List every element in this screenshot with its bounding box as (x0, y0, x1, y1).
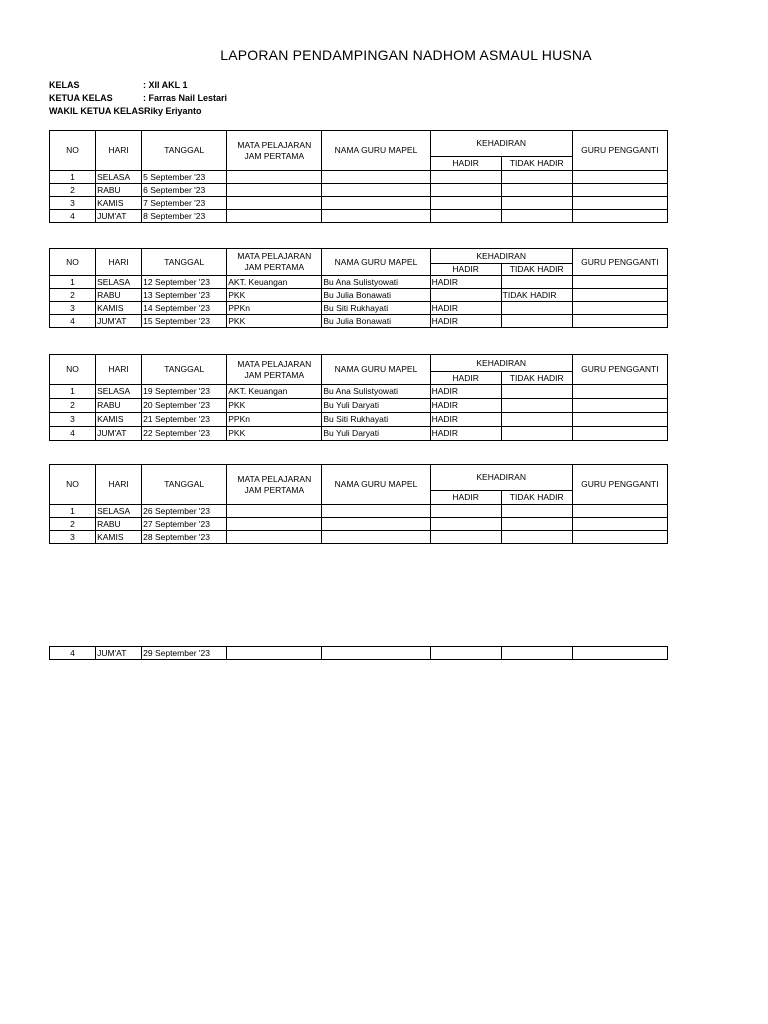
header-no: NO (50, 355, 96, 385)
cell-hadir (430, 171, 501, 184)
cell-pengganti (572, 302, 667, 315)
header-hari: HARI (96, 131, 142, 171)
cell-hadir (430, 531, 501, 544)
cell-no: 3 (50, 531, 96, 544)
cell-mapel (227, 197, 322, 210)
header-guru: NAMA GURU MAPEL (322, 249, 430, 276)
cell-pengganti (572, 385, 667, 399)
header-mapel-line2: JAM PERTAMA (244, 484, 305, 495)
wakil-value: Riky Eriyanto (144, 106, 202, 116)
cell-mapel: AKT. Keuangan (227, 276, 322, 289)
cell-guru (322, 184, 430, 197)
header-mapel (227, 355, 322, 385)
cell-tanggal: 22 September '23 (142, 427, 227, 441)
cell-tanggal: 5 September '23 (142, 171, 227, 184)
cell-hadir (430, 184, 501, 197)
cell-guru (322, 197, 430, 210)
cell-tanggal: 13 September '23 (142, 289, 227, 302)
cell-hari: RABU (96, 184, 142, 197)
cell-hadir (430, 289, 501, 302)
cell-mapel: PPKn (227, 413, 322, 427)
cell-tidak-hadir (501, 276, 572, 289)
cell-hari: KAMIS (96, 531, 142, 544)
cell-pengganti (572, 210, 667, 223)
cell-hari: JUM'AT (96, 315, 142, 328)
attendance-table-overflow (49, 646, 668, 660)
cell-guru (322, 505, 430, 518)
cell-guru: Bu Siti Rukhayati (322, 413, 430, 427)
cell-pengganti (572, 531, 667, 544)
header-kehadiran: KEHADIRAN (430, 249, 572, 264)
cell-hadir (430, 210, 501, 223)
cell-pengganti (572, 518, 667, 531)
cell-pengganti (572, 315, 667, 328)
cell-tanggal: 6 September '23 (142, 184, 227, 197)
cell-mapel (227, 171, 322, 184)
header-mapel-line1: MATA PELAJARAN (237, 139, 312, 150)
table-row (50, 399, 668, 413)
cell-mapel (227, 210, 322, 223)
table-header-row (50, 355, 668, 372)
table-row (50, 197, 668, 210)
cell-hadir: HADIR (430, 276, 501, 289)
cell-pengganti (572, 184, 667, 197)
cell-no: 2 (50, 184, 96, 197)
cell-no: 3 (50, 413, 96, 427)
header-kehadiran: KEHADIRAN (430, 355, 572, 372)
cell-hari: RABU (96, 289, 142, 302)
cell-hari: RABU (96, 518, 142, 531)
table-row (50, 518, 668, 531)
header-hari: HARI (96, 355, 142, 385)
header-mapel-line2: JAM PERTAMA (244, 150, 305, 161)
cell-tidak-hadir (501, 399, 572, 413)
table-header-row (50, 249, 668, 264)
cell-hadir: HADIR (430, 427, 501, 441)
cell-hari: RABU (96, 399, 142, 413)
cell-no: 2 (50, 399, 96, 413)
cell-guru (322, 647, 430, 660)
info-ketua (49, 93, 227, 103)
header-mapel-line2: JAM PERTAMA (244, 262, 305, 272)
cell-mapel (227, 518, 322, 531)
header-hari: HARI (96, 465, 142, 505)
cell-hadir: HADIR (430, 302, 501, 315)
header-mapel-line1: MATA PELAJARAN (237, 473, 312, 484)
cell-hadir: HADIR (430, 399, 501, 413)
cell-pengganti (572, 505, 667, 518)
header-guru: NAMA GURU MAPEL (322, 131, 430, 171)
info-wakil (49, 106, 202, 116)
cell-hari: KAMIS (96, 302, 142, 315)
cell-tanggal: 27 September '23 (142, 518, 227, 531)
table-row (50, 315, 668, 328)
kelas-value: : XII AKL 1 (143, 80, 188, 90)
cell-hari: SELASA (96, 385, 142, 399)
header-tanggal: TANGGAL (142, 465, 227, 505)
kelas-label: KELAS (49, 80, 80, 90)
header-hadir: HADIR (430, 157, 501, 171)
cell-no: 3 (50, 302, 96, 315)
cell-hari: JUM'AT (96, 647, 142, 660)
cell-guru: Bu Siti Rukhayati (322, 302, 430, 315)
cell-hadir: HADIR (430, 315, 501, 328)
cell-no: 4 (50, 315, 96, 328)
cell-mapel (227, 647, 322, 660)
cell-tidak-hadir (501, 184, 572, 197)
cell-tidak-hadir (501, 302, 572, 315)
cell-pengganti (572, 276, 667, 289)
table-row (50, 171, 668, 184)
cell-guru: Bu Julia Bonawati (322, 315, 430, 328)
header-mapel-line1: MATA PELAJARAN (237, 358, 312, 369)
cell-guru: Bu Julia Bonawati (322, 289, 430, 302)
table-row (50, 210, 668, 223)
header-no: NO (50, 131, 96, 171)
cell-tanggal: 12 September '23 (142, 276, 227, 289)
header-mapel-line1: MATA PELAJARAN (237, 251, 312, 261)
attendance-table-week-2 (49, 248, 668, 328)
header-no: NO (50, 249, 96, 276)
header-hari: HARI (96, 249, 142, 276)
table-row (50, 531, 668, 544)
table-row (50, 385, 668, 399)
header-pengganti: GURU PENGGANTI (572, 131, 667, 171)
ketua-label: KETUA KELAS (49, 93, 113, 103)
cell-tanggal: 19 September '23 (142, 385, 227, 399)
cell-pengganti (572, 647, 667, 660)
cell-tanggal: 8 September '23 (142, 210, 227, 223)
cell-hadir: HADIR (430, 385, 501, 399)
header-kehadiran: KEHADIRAN (430, 465, 572, 491)
table-header-row (50, 131, 668, 157)
header-pengganti: GURU PENGGANTI (572, 465, 667, 505)
header-hadir: HADIR (430, 264, 501, 276)
cell-tanggal: 28 September '23 (142, 531, 227, 544)
header-mapel (227, 465, 322, 505)
cell-tidak-hadir (501, 315, 572, 328)
cell-hari: SELASA (96, 171, 142, 184)
cell-tanggal: 20 September '23 (142, 399, 227, 413)
cell-no: 4 (50, 427, 96, 441)
cell-pengganti (572, 427, 667, 441)
cell-tidak-hadir (501, 197, 572, 210)
cell-pengganti (572, 289, 667, 302)
cell-no: 4 (50, 647, 96, 660)
table-row (50, 276, 668, 289)
cell-tidak-hadir (501, 531, 572, 544)
header-pengganti: GURU PENGGANTI (572, 249, 667, 276)
cell-hari: KAMIS (96, 413, 142, 427)
cell-mapel: PKK (227, 289, 322, 302)
cell-mapel (227, 184, 322, 197)
cell-no: 1 (50, 385, 96, 399)
header-mapel (227, 131, 322, 171)
cell-guru (322, 171, 430, 184)
header-guru: NAMA GURU MAPEL (322, 355, 430, 385)
cell-pengganti (572, 171, 667, 184)
cell-mapel: AKT. Keuangan (227, 385, 322, 399)
ketua-value: : Farras Nail Lestari (143, 93, 228, 103)
header-mapel (227, 249, 322, 276)
cell-no: 1 (50, 276, 96, 289)
cell-tidak-hadir (501, 427, 572, 441)
header-tidak-hadir: TIDAK HADIR (501, 157, 572, 171)
cell-tidak-hadir (501, 505, 572, 518)
cell-guru: Bu Ana Sulistyowati (322, 276, 430, 289)
cell-hadir (430, 505, 501, 518)
cell-tanggal: 7 September '23 (142, 197, 227, 210)
cell-no: 1 (50, 171, 96, 184)
header-hadir: HADIR (430, 372, 501, 385)
cell-hari: KAMIS (96, 197, 142, 210)
header-kehadiran: KEHADIRAN (430, 131, 572, 157)
header-tidak-hadir: TIDAK HADIR (501, 372, 572, 385)
table-header-row (50, 465, 668, 491)
cell-hadir (430, 518, 501, 531)
cell-tidak-hadir (501, 171, 572, 184)
cell-tidak-hadir: TIDAK HADIR (501, 289, 572, 302)
cell-tanggal: 26 September '23 (142, 505, 227, 518)
cell-tanggal: 29 September '23 (142, 647, 227, 660)
table-row (50, 647, 668, 660)
table-row (50, 413, 668, 427)
cell-hari: SELASA (96, 276, 142, 289)
table-row (50, 427, 668, 441)
header-no: NO (50, 465, 96, 505)
cell-tidak-hadir (501, 647, 572, 660)
cell-tidak-hadir (501, 385, 572, 399)
cell-mapel (227, 531, 322, 544)
attendance-table-week-4 (49, 464, 668, 544)
cell-hadir (430, 197, 501, 210)
cell-hari: JUM'AT (96, 427, 142, 441)
header-pengganti: GURU PENGGANTI (572, 355, 667, 385)
cell-hari: JUM'AT (96, 210, 142, 223)
cell-mapel: PPKn (227, 302, 322, 315)
cell-pengganti (572, 197, 667, 210)
header-tidak-hadir: TIDAK HADIR (501, 264, 572, 276)
cell-mapel: PKK (227, 315, 322, 328)
attendance-table-week-3 (49, 354, 668, 441)
cell-tanggal: 15 September '23 (142, 315, 227, 328)
cell-hadir: HADIR (430, 413, 501, 427)
cell-mapel: PKK (227, 399, 322, 413)
info-kelas (49, 80, 188, 90)
header-tanggal: TANGGAL (142, 249, 227, 276)
cell-no: 4 (50, 210, 96, 223)
cell-hadir (430, 647, 501, 660)
cell-guru: Bu Yuli Daryati (322, 399, 430, 413)
table-row (50, 184, 668, 197)
header-tidak-hadir: TIDAK HADIR (501, 491, 572, 505)
cell-guru (322, 531, 430, 544)
header-mapel-line2: JAM PERTAMA (244, 369, 305, 380)
table-row (50, 302, 668, 315)
header-hadir: HADIR (430, 491, 501, 505)
cell-guru (322, 518, 430, 531)
table-row (50, 505, 668, 518)
cell-tidak-hadir (501, 210, 572, 223)
table-row (50, 289, 668, 302)
cell-tanggal: 21 September '23 (142, 413, 227, 427)
cell-pengganti (572, 399, 667, 413)
cell-hari: SELASA (96, 505, 142, 518)
cell-mapel (227, 505, 322, 518)
cell-mapel: PKK (227, 427, 322, 441)
page-title: LAPORAN PENDAMPINGAN NADHOM ASMAUL HUSNA (220, 47, 592, 63)
cell-pengganti (572, 413, 667, 427)
cell-no: 1 (50, 505, 96, 518)
cell-guru: Bu Ana Sulistyowati (322, 385, 430, 399)
cell-guru: Bu Yuli Daryati (322, 427, 430, 441)
header-guru: NAMA GURU MAPEL (322, 465, 430, 505)
cell-no: 3 (50, 197, 96, 210)
cell-tidak-hadir (501, 518, 572, 531)
cell-no: 2 (50, 518, 96, 531)
cell-tanggal: 14 September '23 (142, 302, 227, 315)
cell-guru (322, 210, 430, 223)
attendance-table-week-1 (49, 130, 668, 223)
header-tanggal: TANGGAL (142, 131, 227, 171)
wakil-label: WAKIL KETUA KELAS (49, 106, 145, 116)
header-tanggal: TANGGAL (142, 355, 227, 385)
cell-tidak-hadir (501, 413, 572, 427)
cell-no: 2 (50, 289, 96, 302)
